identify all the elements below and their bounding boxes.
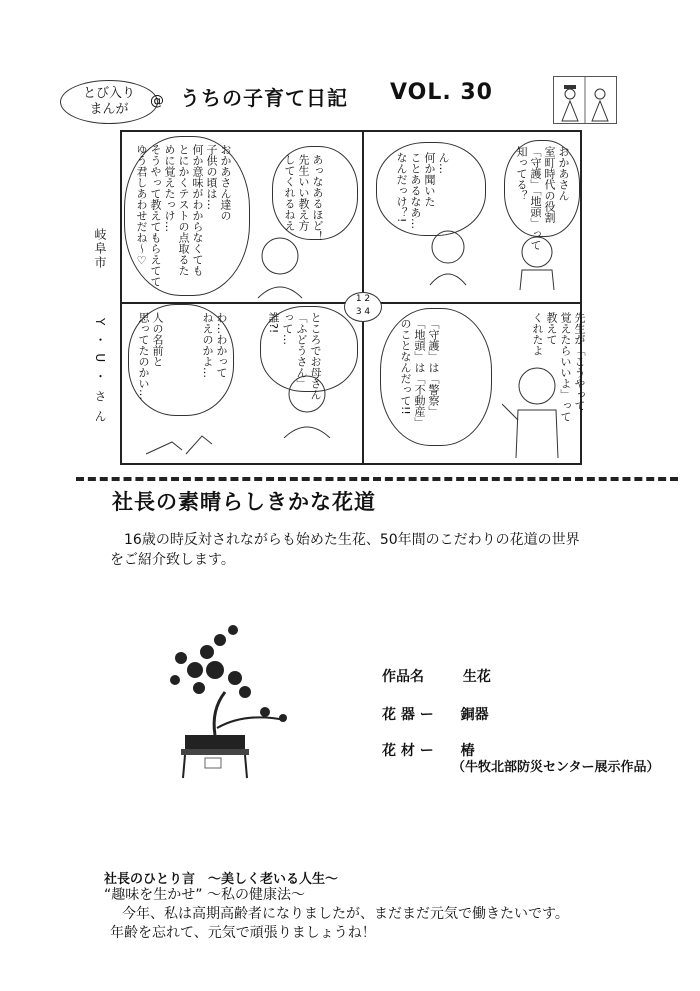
vessel-row (382, 704, 489, 724)
article-heading: 社長の素晴らしきかな花道 (112, 490, 376, 514)
vessel-value: 銅器 (460, 707, 489, 723)
article-intro: 16歳の時反対されながらも始めた生花、50年間のこだわりの花道の世界をご紹介致します。 (110, 532, 580, 568)
swirl-icon: @ (150, 93, 164, 109)
section-divider (76, 477, 678, 481)
footer-line-2: 年齢を忘れて、元気で頑張りましょうね！ (110, 925, 376, 941)
volume-number: VOL. 30 (390, 80, 493, 105)
credit-author: Y・U・さん (93, 318, 107, 431)
manga-strip (120, 130, 586, 465)
exhibit-note: （牛牧北部防災センター展示作品） (452, 760, 660, 775)
speech-bubble-8: わ…わかって ねえのかよ… (201, 312, 228, 378)
speech-bubble-6: 「守護」は「警察」 「地頭」は「不動産」 のことなんだって!! (399, 318, 440, 428)
speech-bubble-5: 先生が「こうやって 覚えたらいいよ」って 教えて くれたよ (531, 312, 586, 422)
vessel-label: 花 器 ー (382, 707, 434, 723)
fallen-mother-legs (142, 424, 222, 460)
material-label: 花 材 ー (382, 743, 434, 759)
hina-dolls-icon (553, 76, 617, 124)
health-method-title: “趣味を生かせ” ～私の健康法～ (104, 887, 305, 903)
speech-bubble-1: おかあさん 室町時代の役割 「守護」「地頭」って 知ってる？ (515, 146, 570, 251)
credit-city: 岐阜市 (93, 228, 107, 270)
work-name-row (382, 666, 491, 686)
speech-bubble-3: あっなあるほど！ 先生いい教え方 してくれるねえ (283, 154, 324, 242)
mother-smiling-figure (250, 232, 310, 300)
speech-bubble-9: 人の名前と 思ってたのかい… (137, 312, 164, 400)
work-label: 作品名 (382, 669, 424, 685)
ikebana-illustration (145, 600, 305, 780)
boy-figure (512, 232, 562, 292)
speech-bubble-4: おかあさん達の 子供の頃は… 何か意味がわからなくても とにかくテストの点取るた めに覚えたっけ… そうやって教えてもらえてて ゆう君しあわせだね～♡ (135, 144, 232, 287)
tag-text: とび入り まんが (82, 86, 135, 117)
material-value: 椿 (460, 743, 475, 759)
mother-figure (418, 227, 478, 287)
president-monologue-title: 社長のひとり言 ～美しく老いる人生～ (104, 872, 339, 887)
work-value: 生花 (462, 669, 491, 685)
panel-order: 1 2 3 4 (344, 292, 382, 322)
boy-confused-figure (272, 368, 342, 438)
footer-line-1: 今年、私は高期高齢者になりましたが、まだまだ元気で働きたいです。 (122, 906, 569, 922)
page-title: うちの子育て日記 (180, 86, 348, 110)
speech-bubble-2: ん… 何か聞いた ことあるなあ… なんだっけ？! (395, 152, 450, 229)
boy-pointing-figure (502, 364, 572, 460)
tobiiri-manga-tag (60, 80, 158, 124)
speech-bubble-7: ところでお母さん 「ふどうさん」 って… 誰?! (267, 312, 322, 400)
